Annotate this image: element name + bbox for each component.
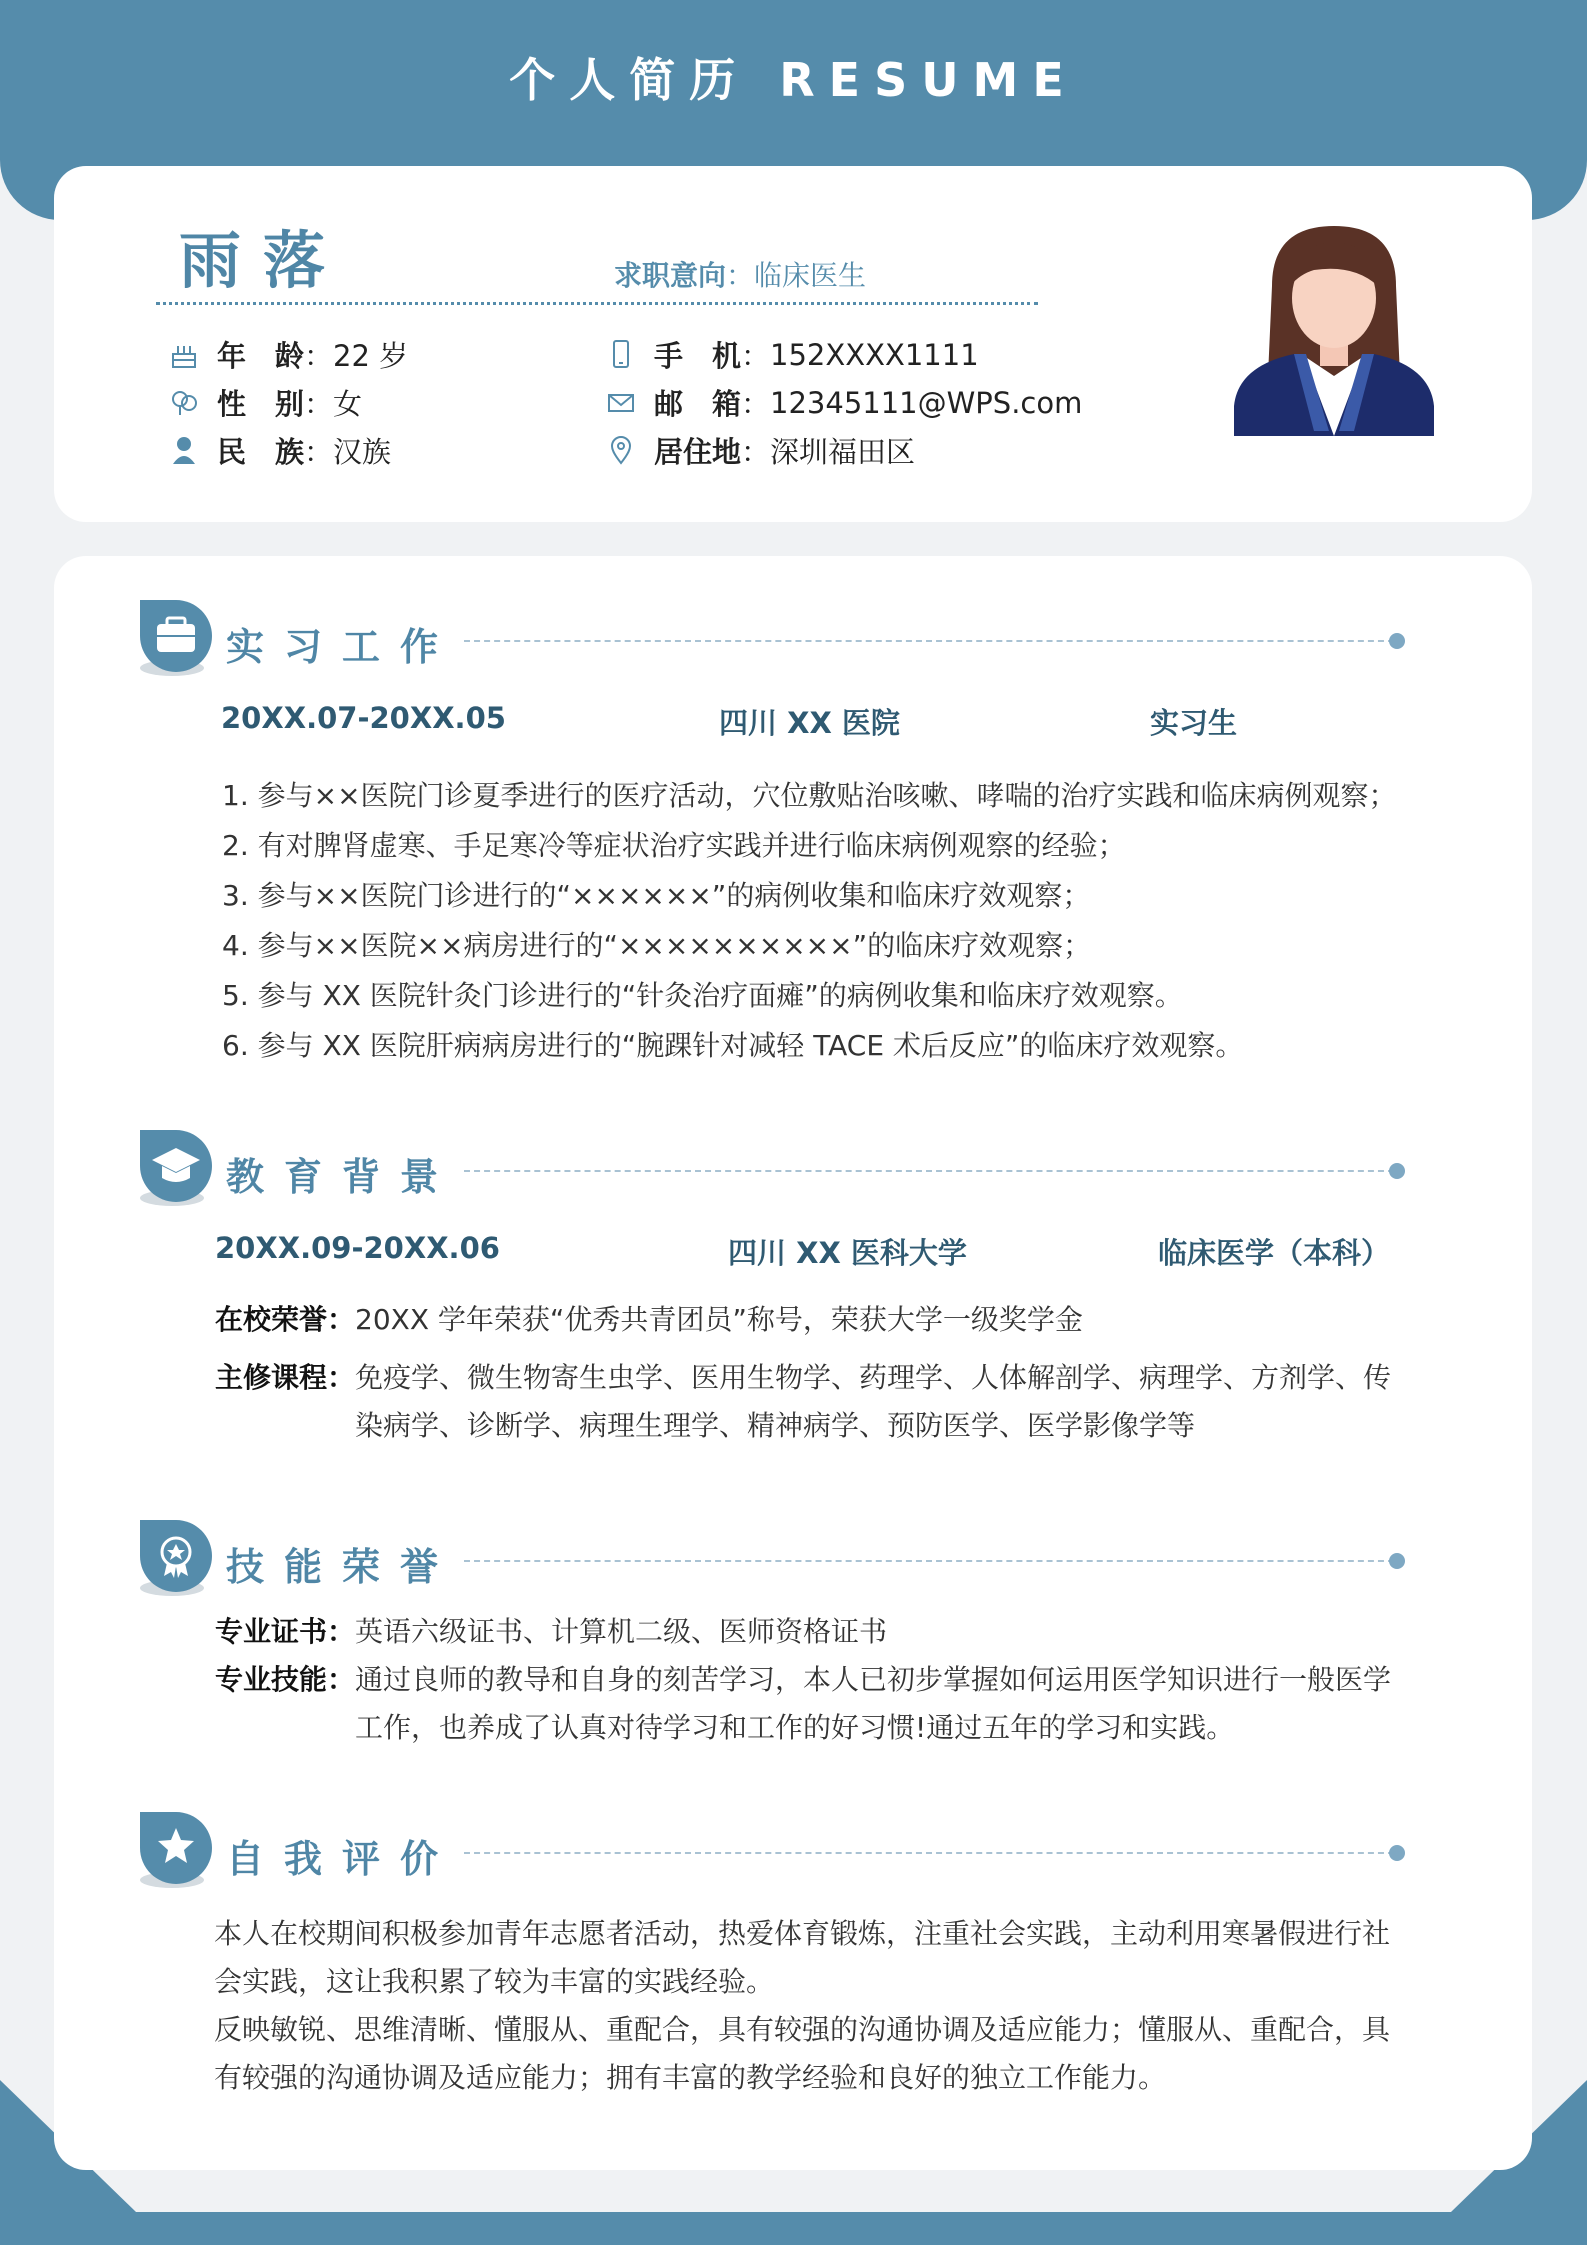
location-icon [606, 434, 636, 468]
self-eval-line: 反映敏锐、思维清晰、懂服从、重配合，具有较强的沟通协调及适应能力；懂服从、重配合，具 [214, 2013, 1391, 2046]
section-header-internship [134, 596, 1454, 686]
courses-line-2: 染病学、诊断学、病理生理学、精神病学、预防医学、医学影像学等 [355, 1409, 1196, 1442]
section-title-self-eval: 自我评价 [226, 1837, 459, 1881]
list-item: 6. 参与 XX 医院肝病病房进行的“腕踝针对减轻 TACE 术后反应”的临床疗效观察。 [222, 1029, 1244, 1062]
certificates-value: 英语六级证书、计算机二级、医师资格证书 [355, 1615, 888, 1648]
address-sep: ： [741, 435, 771, 469]
section-title-internship: 实习工作 [226, 625, 459, 669]
phone-sep: ： [741, 339, 771, 373]
abilities-value [355, 1656, 1391, 1752]
education-period: 20XX.09-20XX.06 [215, 1231, 500, 1265]
list-item: 5. 参与 XX 医院针灸门诊进行的“针灸治疗面瘫”的病例收集和临床疗效观察。 [222, 979, 1183, 1012]
section-divider-dot [1389, 1163, 1405, 1179]
section-divider [464, 640, 1394, 642]
self-eval-text [214, 1910, 1464, 2102]
section-divider [464, 1170, 1394, 1172]
person-icon [169, 434, 199, 468]
email-value: 12345111@WPS.com [770, 385, 1083, 420]
self-eval-line: 会实践，这让我积累了较为丰富的实践经验。 [214, 1965, 775, 1998]
info-email [606, 382, 1082, 423]
courses-label: 主修课程： [215, 1361, 356, 1394]
section-divider-dot [1389, 1553, 1405, 1569]
ethnicity-value: 汉族 [333, 435, 392, 469]
address-label: 居住地 [654, 435, 742, 469]
education-courses [215, 1354, 1465, 1450]
info-ethnicity [169, 430, 391, 471]
candidate-name: 雨落 [179, 224, 348, 297]
section-header-self-eval [134, 1808, 1454, 1898]
bottom-band [0, 2212, 1587, 2245]
age-label: 年 龄 [217, 339, 305, 373]
age-sep: ： [304, 339, 334, 373]
ethnicity-sep: ： [304, 435, 334, 469]
internship-role: 实习生 [1150, 706, 1238, 740]
email-label: 邮 箱 [654, 387, 742, 421]
list-item: 3. 参与××医院门诊进行的“××××××”的病例收集和临床疗效观察； [222, 879, 1091, 912]
abilities-line-1: 通过良师的教导和自身的刻苦学习，本人已初步掌握如何运用医学知识进行一般医学 [355, 1663, 1392, 1696]
phone-value: 152XXXX1111 [770, 337, 979, 372]
abilities-label: 专业技能： [215, 1663, 356, 1696]
section-header-education [134, 1126, 1454, 1216]
name-divider [156, 302, 1038, 305]
gender-sep: ： [304, 387, 334, 421]
section-title-skills: 技能荣誉 [226, 1545, 459, 1589]
skills-certificates [215, 1608, 887, 1656]
skills-abilities [215, 1656, 1465, 1752]
honor-value: 20XX 学年荣获“优秀共青团员”称号，荣获大学一级奖学金 [355, 1303, 1083, 1336]
job-intent-value: 临床医生 [754, 259, 867, 292]
section-divider [464, 1560, 1394, 1562]
list-item: 1. 参与××医院门诊夏季进行的医疗活动，穴位敷贴治咳嗽、哮喘的治疗实践和临床病例观察； [222, 779, 1397, 812]
phone-icon [606, 338, 636, 372]
section-header-skills [134, 1516, 1454, 1606]
main-card [54, 556, 1532, 2170]
ethnicity-label: 民 族 [217, 435, 305, 469]
courses-line-1: 免疫学、微生物寄生虫学、医用生物学、药理学、人体解剖学、病理学、方剂学、传 [355, 1361, 1392, 1394]
self-eval-line: 有较强的沟通协调及适应能力；拥有丰富的教学经验和良好的独立工作能力。 [214, 2061, 1167, 2094]
internship-period: 20XX.07-20XX.05 [221, 701, 506, 735]
certificates-label: 专业证书： [215, 1615, 356, 1648]
list-item: 2. 有对脾肾虚寒、手足寒冷等症状治疗实践并进行临床病例观察的经验； [222, 829, 1126, 862]
gender-label: 性 别 [217, 387, 305, 421]
internship-org: 四川 XX 医院 [719, 706, 900, 740]
honor-label: 在校荣誉： [215, 1303, 356, 1336]
self-eval-line: 本人在校期间积极参加青年志愿者活动，热爱体育锻炼，注重社会实践，主动利用寒暑假进行社 [214, 1917, 1391, 1950]
graduation-cap-icon [134, 1126, 218, 1210]
resume-title: 个人简历 RESUME [509, 53, 1078, 107]
star-icon [134, 1808, 218, 1892]
cake-icon [169, 338, 199, 372]
education-major: 临床医学（本科） [1158, 1236, 1391, 1270]
email-sep: ： [741, 387, 771, 421]
mail-icon [606, 386, 636, 420]
list-item: 4. 参与××医院××病房进行的“××××××××××”的临床疗效观察； [222, 929, 1092, 962]
abilities-line-2: 工作，也养成了认真对待学习和工作的好习惯!通过五年的学习和实践。 [355, 1711, 1235, 1744]
gender-icon [169, 386, 199, 420]
section-title-education: 教育背景 [226, 1155, 459, 1199]
job-intent-sep: ： [726, 259, 755, 292]
courses-value [355, 1354, 1391, 1450]
section-divider [464, 1852, 1394, 1854]
info-age [169, 334, 408, 375]
profile-card [54, 166, 1532, 522]
info-address [606, 430, 915, 471]
section-divider-dot [1389, 1845, 1405, 1861]
avatar [1234, 226, 1434, 436]
info-gender [169, 382, 362, 423]
gender-value: 女 [333, 387, 363, 421]
job-intent [614, 254, 866, 294]
address-value: 深圳福田区 [770, 435, 916, 469]
section-divider-dot [1389, 633, 1405, 649]
info-phone [606, 334, 979, 375]
award-badge-icon [134, 1516, 218, 1600]
age-value: 22 岁 [333, 339, 409, 373]
education-school: 四川 XX 医科大学 [728, 1236, 967, 1270]
briefcase-icon [134, 596, 218, 680]
phone-label: 手 机 [654, 339, 742, 373]
education-honor [215, 1296, 1083, 1344]
job-intent-label: 求职意向 [614, 259, 727, 292]
